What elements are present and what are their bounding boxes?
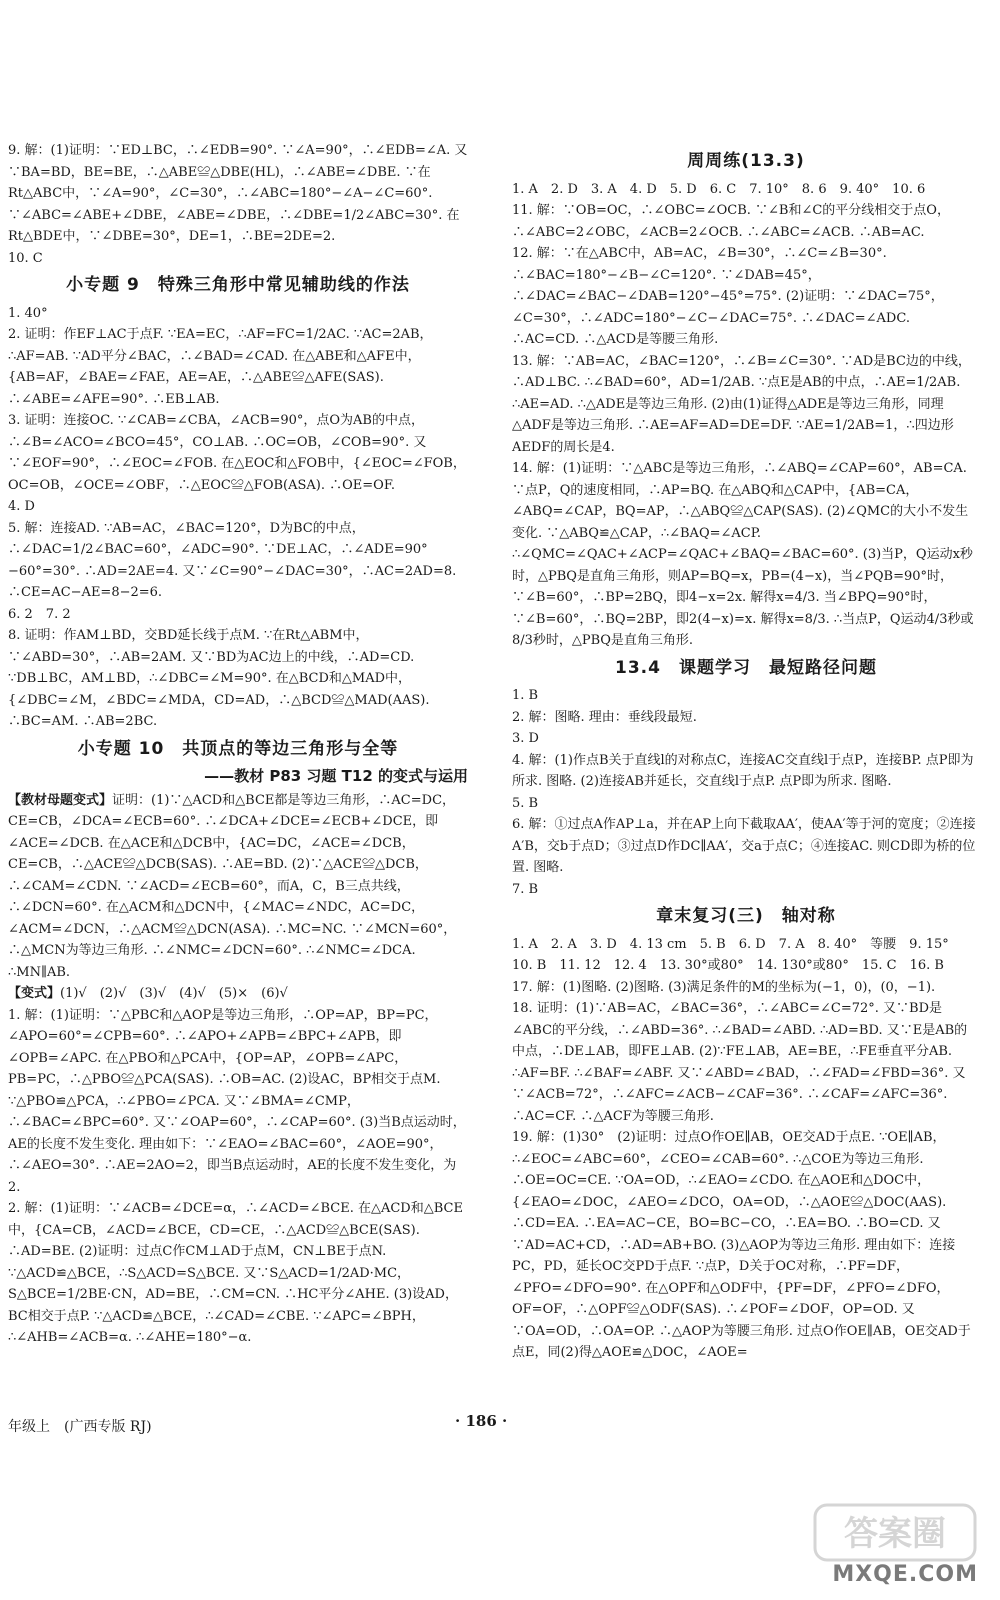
section-subheading-topic10: ——教材 P83 习题 T12 的变式与运用 <box>204 767 468 785</box>
textbook-variant <box>8 790 468 984</box>
topic134-answer-2: 2. 解：图略. 理由：垂线段最短. <box>512 709 697 725</box>
topic9-answer-3: 3. 证明：连接OC. ∵∠CAB=∠CBA，∠ACB=90°，点O为AB的中点，∴∠B=∠ACO=∠BCO=45°，CO⊥AB. ∴OC=OB，∠COB=90°. 又∵∠EOF=90°，∴∠EOC=∠FOB. 在△EOC和△FOB中，{∠EOC=∠FOB，OC=OB，∠OCE=∠OBF，∴△EOC≌△FOB(ASA). ∴OE=OF. <box>8 413 466 493</box>
answer-9: 9. 解：(1)证明：∵ED⊥BC，∴∠EDB=90°. ∵∠A=90°，∴∠EDB=∠A. 又∵BA=BD，BE=BE，∴△ABE≌△DBE(HL)，∴∠ABE=∠DBE. ∵在Rt△ABC中，∵∠A=90°，∠C=30°，∴∠ABC=180°−∠A−∠C=60°. ∵∠ABC=∠ABE+∠DBE，∠ABE=∠DBE，∴∠DBE=1/2∠ABC=30°. 在Rt△BDE中，∵∠DBE=30°，DE=1，∴BE=2DE=2. <box>8 143 468 244</box>
variant-text: (1)√ (2)√ (3)√ (4)√ (5)× (6)√ <box>60 986 288 1001</box>
left-column <box>8 140 468 1349</box>
topic134-answer-3: 3. D <box>512 731 539 746</box>
variant-tag: 【变式】 <box>8 986 61 1001</box>
watermark-text: MXQE.COM <box>832 1562 978 1587</box>
textbook-variant-tag: 【教材母题变式】 <box>8 792 113 808</box>
weekly-answer-12: 12. 解：∵在△ABC中，AB=AC，∠B=30°，∴∠C=∠B=30°. ∴∠BAC=180°−∠B−∠C=120°. ∵∠DAB=45°，∴∠DAC=∠BAC−∠DAB=120°−45°=75°. (2)证明：∵∠DAC=75°，∠C=30°，∴∠ADC=180°−∠C−∠DAC=75°. ∴∠DAC=∠ADC. ∴AC=CD. ∴△ACD是等腰三角形. <box>512 246 944 347</box>
review-answer-18: 18. 证明：(1)∵AB=AC，∠BAC=36°，∴∠ABC=∠C=72°. 又∵BD是∠ABC的平分线，∴∠ABD=36°. ∴∠BAD=∠ABD. ∴AD=BD. 又∵E是AB的中点，∴DE⊥AB，即FE⊥AB. (2)∵FE⊥AB，AE=BE，∴FE垂直平分AB. ∴AF=BF. ∴∠BAF=∠ABF. 又∵∠ABD=∠BAD，∴∠FAD=∠FBD=36°. 又∵∠ACB=72°，∴∠AFC=∠ACB−∠CAF=36°. ∴∠CAF=∠AFC=36°. ∴AC=CF. ∴△ACF为等腰三角形. <box>512 1001 968 1124</box>
weekly-answer-11: 11. 解：∵OB=OC，∴∠OBC=∠OCB. ∵∠B和∠C的平分线相交于点O，∴∠ABC=2∠OBC，∠ACB=2∠OCB. ∴∠ABC=∠ACB. ∴AB=AC. <box>512 203 950 240</box>
topic9-answer-4: 4. D <box>8 499 35 514</box>
variant <box>8 983 468 1005</box>
section-heading-13-4: 13.4 课题学习 最短路径问题 <box>615 657 877 678</box>
topic9-answer-5: 5. 解：连接AD. ∵AB=AC，∠BAC=120°，D为BC的中点，∴∠DAC=1/2∠BAC=60°，∠ADC=90°. ∵DE⊥AC，∴∠ADE=90°−60°=30°. ∴AD=2AE=4. 又∵∠C=90°−∠DAC=30°，∴AC=2AD=8. ∴CE=AC−AE=8−2=6. <box>8 520 457 600</box>
section-heading-topic10: 小专题 10 共顶点的等边三角形与全等 <box>77 738 399 759</box>
topic134-answer-4: 4. 解：(1)作点B关于直线l的对称点C，连接AC交直线l于点P，连接BP. 点P即为所求. 图略. (2)连接AB并延长，交直线l于点P. 点P即为所求. 图略. <box>512 752 974 789</box>
footer-grade-label: 年级上 (广西专版 RJ) <box>8 1419 152 1435</box>
page-number: · 186 · <box>455 1412 508 1430</box>
topic134-answer-6: 6. 解：①过点A作AP⊥a，并在AP上向下截取AA′，使AA′等于河的宽度；②连接A′B，交b于点D；③过点D作DC∥AA′，交a于点C；④连接AC. 则CD即为桥的位置. 图略. <box>512 817 976 875</box>
watermark-glyph: 答案圈 <box>844 1514 946 1554</box>
section-heading-weekly: 周周练(13.3) <box>687 151 805 171</box>
review-answers-1-9: 1. A 2. A 3. D 4. 13 cm 5. B 6. D 7. A 8. 40° 等腰 9. 15° <box>512 936 949 952</box>
weekly-answer-13: 13. 解：∵AB=AC，∠BAC=120°，∴∠B=∠C=30°. ∵AD是BC边的中线，∴AD⊥BC. ∴∠BAD=60°，AD=1/2AB. ∵点E是AB的中点，∴AE=1/2AB. ∴AE=AD. ∴△ADE是等边三角形. (2)由(1)证得△ADE是等边三角形，同理△ADF是等边三角形. ∴AE=AF=AD=DE=DF. ∵AE=1/2AB=1，∴四边形AEDF的周长是4. <box>512 353 971 455</box>
weekly-answers-1-10: 1. A 2. D 3. A 4. D 5. D 6. C 7. 10° 8. 6 9. 40° 10. 6 <box>512 181 926 197</box>
section-heading-topic9: 小专题 9 特殊三角形中常见辅助线的作法 <box>66 275 410 295</box>
variant-answer-2: 2. 解：(1)证明：∵∠ACB=∠DCE=α，∴∠ACD=∠BCE. 在△ACD和△BCE中，{CA=CB，∠ACD=∠BCE，CD=CE，∴△ACD≌△BCE(SAS). ∴AD=BE. (2)证明：过点C作CM⊥AD于点M，CN⊥BE于点N. ∵△ACD≌△BCE，∴S△ACD=S△BCE. 又∵S△ACD=1/2AD·MC，S△BCE=1/2BE·CN，AD=BE，∴CM=CN. ∴HC平分∠AHE. (3)设AD，BC相交于点P. ∵△ACD≌△BCE，∴∠CAD=∠CBE. ∵∠APC=∠BPH，∴∠AHB=∠ACB=α. ∴∠AHE=180°−α. <box>8 1201 463 1345</box>
textbook-variant-text: 证明：(1)∵△ACD和△BCE都是等边三角形，∴AC=DC，CE=CB，∠DCA=∠ECB=60°. ∴∠DCA+∠DCE=∠ECB+∠DCE，即∠ACE=∠DCB. 在△ACE和△DCB中，{AC=DC，∠ACE=∠DCB，CE=CB，∴△ACE≌△DCB(SAS). ∴AE=BD. (2)∵△ACE≌△DCB，∴∠CAM=∠CDN. ∵∠ACD=∠ECB=60°，而A，C，B三点共线，∴∠DCN=60°. 在△ACM和△DCN中，{∠MAC=∠NDC，AC=DC，∠ACM=∠DCN，∴△ACM≌△DCN(ASA). ∴MC=NC. ∵∠MCN=60°，∴△MCN为等边三角形. ∴∠NMC=∠DCN=60°. ∴∠NMC=∠DCA. ∴MN∥AB. <box>8 792 457 980</box>
topic134-answer-5: 5. B <box>512 795 539 811</box>
variant-answer-1: 1. 解：(1)证明：∵△PBC和△AOP是等边三角形，∴OP=AP，BP=PC，∠APO=60°=∠CPB=60°. ∴∠APO+∠APB=∠BPC+∠APB，即∠OPB=∠APC. 在△PBO和△PCA中，{OP=AP，∠OPB=∠APC，PB=PC，∴△PBO≌△PCA(SAS). ∴OB=AC. (2)设AC，BP相交于点M. ∵△PBO≌△PCA，∴∠PBO=∠PCA. 又∵∠BMA=∠CMP，∴∠BAC=∠BPC=60°. 又∵∠OAP=60°，∴∠CAP=60°. (3)当B点运动时，AE的长度不发生变化. 理由如下：∵∠EAO=∠BAC=60°，∠AOE=90°，∴∠AEO=30°. ∴AE=2AO=2，即当B点运动时，AE的长度不发生变化，为2. <box>8 1007 466 1195</box>
topic9-answer-8: 8. 证明：作AM⊥BD，交BD延长线于点M. ∵在Rt△ABM中，∵∠ABD=30°，∴AB=2AM. 又∵BD为AC边上的中线，∴AD=CD. ∵DB⊥BC，AM⊥BD，∴∠DBC=∠M=90°. 在△BCD和△MAD中，{∠DBC=∠M，∠BDC=∠MDA，CD=AD，∴△BCD≌△MAD(AAS). ∴BC=AM. ∴AB=2BC. <box>8 628 430 729</box>
right-column <box>512 145 980 1364</box>
topic9-answer-2: 2. 证明：作EF⊥AC于点F. ∵EA=EC，∴AF=FC=1/2AC. ∵AC=2AB，∴AF=AB. ∵AD平分∠BAC，∴∠BAD=∠CAD. 在△ABE和△AFE中，{AB=AF，∠BAE=∠FAE，AE=AE，∴△ABE≌△AFE(SAS). ∴∠ABE=∠AFE=90°. ∴EB⊥AB. <box>8 327 433 407</box>
topic134-answer-1: 1. B <box>512 688 539 703</box>
review-answers-10-16: 10. B 11. 12 12. 4 13. 30°或80° 14. 130°或80° 15. C 16. B <box>512 958 944 973</box>
topic9-answer-1: 1. 40° <box>8 305 48 321</box>
review-answer-19: 19. 解：(1)30° (2)证明：过点O作OE∥AB，OE交AD于点E. ∵OE∥AB，∴∠EOC=∠ABC=60°，∠CEO=∠CAB=60°. ∴△COE为等边三角形. ∴OE=OC=CE. ∵OA=OD，∴∠EAO=∠CDO. 在△AOE和△DOC中，{∠EAO=∠DOC，∠AEO=∠DCO，OA=OD，∴△AOE≌△DOC(AAS). ∴CD=EA. ∴EA=AC−CE，BO=BC−CO，∴EA=BO. ∴BO=CD. 又∵AD=AC+CD，∴AD=AB+BO. (3)△AOP为等边三角形. 理由如下：连接PC，PD，延长OC交PD于点F. ∵点P，D关于OC对称，∴PF=DF，∠PFO=∠DFO=90°. 在△OPF和△ODF中，{PF=DF，∠PFO=∠DFO，OF=OF，∴△OPF≌△ODF(SAS). ∴∠POF=∠DOF，OP=OD. 又∵OA=OD，∴OA=OP. ∴△AOP为等腰三角形. 过点O作OE∥AB，OE交AD于点E，同(2)得△AOE≌△DOC，∠AOE= <box>512 1130 971 1360</box>
topic134-answer-7: 7. B <box>512 881 539 897</box>
weekly-answer-14: 14. 解：(1)证明：∵△ABC是等边三角形，∴∠ABQ=∠CAP=60°，AB=CA. ∵点P，Q的速度相同，∴AP=BQ. 在△ABQ和△CAP中，{AB=CA，∠ABQ=∠CAP，BQ=AP，∴△ABQ≌△CAP(SAS). (2)∠QMC的大小不发生变化. ∵△ABQ≌△CAP，∴∠BAQ=∠ACP. ∴∠QMC=∠QAC+∠ACP=∠QAC+∠BAQ=∠BAC=60°. (3)当P，Q运动x秒时，△PBQ是直角三角形，则AP=BQ=x，PB=(4−x)，当∠PQB=90°时，∵∠B=60°，∴BP=2BQ，即4−x=2x. 解得x=4/3. 当∠BPQ=90°时，∵∠B=60°，∴BQ=2BP，即2(4−x)=x. 解得x=8/3. ∴当点P，Q运动4/3秒或8/3秒时，△PBQ是直角三角形. <box>512 461 974 648</box>
topic9-answer-6-7: 6. 2 7. 2 <box>8 606 71 622</box>
answer-10: 10. C <box>8 250 43 266</box>
review-answer-17: 17. 解：(1)图略. (2)图略. (3)满足条件的M的坐标为(−1，0)，(0，−1). <box>512 979 936 995</box>
section-heading-chapter-review: 章末复习(三) 轴对称 <box>656 906 836 926</box>
